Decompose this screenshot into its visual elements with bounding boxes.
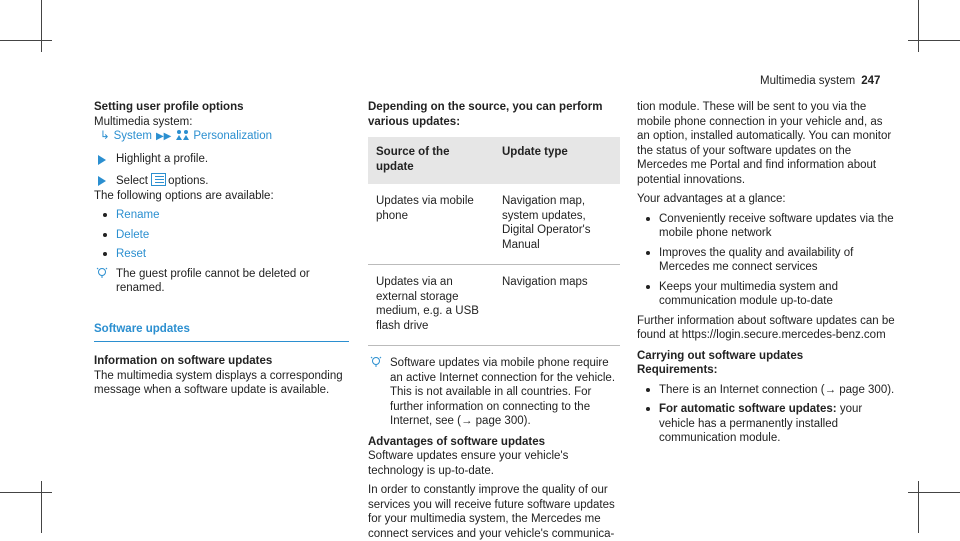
column-middle <box>368 100 620 541</box>
table-row <box>368 265 620 346</box>
step-text: Select <box>116 175 148 187</box>
path-item-personalization[interactable]: Personalization <box>193 130 273 142</box>
table-header: Source of the update <box>368 137 494 184</box>
bullet-icon <box>646 407 650 411</box>
section-title-software-updates: Software updates <box>94 322 349 343</box>
heading-info-software-updates: Information on software updates <box>94 355 273 367</box>
crop-mark <box>41 0 42 52</box>
further-info-text: Further information about software updates can be found at https://login.secure.mercedes-benz.com <box>637 314 895 341</box>
options-intro: The following options are available: <box>94 189 274 202</box>
table-header: Update type <box>494 137 620 184</box>
note-text: Software updates via mobile phone require an active Internet connection for the vehicle. This is not available in all countries. For further information on connecting to the Internet, see (→ page 300). <box>390 357 616 427</box>
path-arrow-icon: ↳ <box>100 130 110 142</box>
crop-mark <box>41 481 42 533</box>
list-item-text: There is an Internet connection (→ page 300). <box>659 383 895 396</box>
bullet-icon <box>646 388 650 392</box>
list-item-text: your vehicle has a permanently installed communication module. <box>659 403 863 444</box>
continued-text: tion module. These will be sent to you via the mobile phone connection in your vehicle and, as an option, installed automatically. You can monitor the status of your software updates on the Mercedes me Portal and find information about potential innovations. <box>637 101 892 186</box>
step-text: Highlight a profile. <box>116 152 209 165</box>
note-mobile-updates <box>368 356 620 429</box>
step-highlight-profile <box>94 152 349 167</box>
table-cell: Updates via mobile phone <box>368 184 494 265</box>
option-delete[interactable]: Delete <box>116 228 150 241</box>
table-header-row <box>368 137 620 184</box>
crop-mark <box>0 40 52 41</box>
personalization-icon <box>175 129 190 141</box>
double-chevron-icon: ▶▶ <box>155 131 172 142</box>
heading-carrying-out-updates: Carrying out software updates <box>637 349 804 362</box>
step-text: options. <box>168 175 209 187</box>
option-reset[interactable]: Reset <box>116 248 147 260</box>
list-item <box>637 212 897 241</box>
bullet-icon <box>646 285 650 289</box>
list-item-text: Keeps your multimedia system and communication module up-to-date <box>659 280 838 307</box>
list-item <box>637 280 897 309</box>
table-cell: Navigation map, system updates, Digital Operator's Manual <box>494 184 620 265</box>
note-text: The guest profile cannot be deleted or renamed. <box>116 267 310 294</box>
heading-depending-source: Depending on the source, you can perform various updates: <box>368 101 603 128</box>
note-bulb-icon <box>96 267 108 279</box>
list-item-text: Conveniently receive software updates via the mobile phone network <box>659 212 894 239</box>
list-item <box>637 402 897 446</box>
bullet-icon <box>103 252 107 256</box>
column-left <box>94 100 349 398</box>
list-item-rename <box>94 208 349 223</box>
list-item-bold: For automatic software updates: <box>659 403 837 415</box>
heading-advantages: Advantages of software updates <box>368 435 546 448</box>
table-cell: Updates via an external storage medium, e.g. a USB flash drive <box>368 265 494 346</box>
glance-intro: Your advantages at a glance: <box>637 193 786 205</box>
step-arrow-icon <box>98 176 106 186</box>
page-header <box>760 74 880 89</box>
crop-mark <box>0 492 52 493</box>
advantages-text-1: Software updates ensure your vehicle's technology is up-to-date. <box>368 450 569 477</box>
note-guest-profile <box>94 267 349 296</box>
step-arrow-icon <box>98 155 106 165</box>
table-cell: Navigation maps <box>494 265 620 346</box>
bullet-icon <box>103 213 107 217</box>
subline-multimedia-system: Multimedia system: <box>94 115 193 128</box>
crop-mark <box>918 0 919 52</box>
option-rename[interactable]: Rename <box>116 209 160 221</box>
table-row <box>368 184 620 265</box>
list-item <box>637 246 897 275</box>
crop-mark <box>918 481 919 533</box>
bullet-icon <box>646 251 650 255</box>
update-types-table <box>368 137 620 346</box>
info-text: The multimedia system displays a corresponding message when a software update is available. <box>94 369 343 396</box>
column-right <box>637 100 897 446</box>
options-menu-icon <box>151 173 166 186</box>
crop-mark <box>908 40 960 41</box>
list-item-reset <box>94 247 349 262</box>
list-item <box>637 383 897 398</box>
heading-requirements: Requirements: <box>637 364 718 376</box>
header-title: Multimedia system <box>760 75 856 87</box>
menu-path <box>94 129 349 145</box>
page-number: 247 <box>861 75 881 87</box>
heading-user-profile-options: Setting user profile options <box>94 101 244 113</box>
step-select-options <box>94 173 349 189</box>
list-item-text: Improves the quality and availability of Mercedes me connect services <box>659 246 854 273</box>
path-item-system[interactable]: System <box>113 130 152 142</box>
bullet-icon <box>103 233 107 237</box>
note-bulb-icon <box>370 356 382 368</box>
crop-mark <box>908 492 960 493</box>
list-item-delete <box>94 228 349 243</box>
bullet-icon <box>646 217 650 221</box>
advantages-text-2: In order to constantly improve the quality of our services you will receive future software updates for your multimedia system, the Mercedes me connect services and your vehicle's communica- <box>368 484 615 540</box>
